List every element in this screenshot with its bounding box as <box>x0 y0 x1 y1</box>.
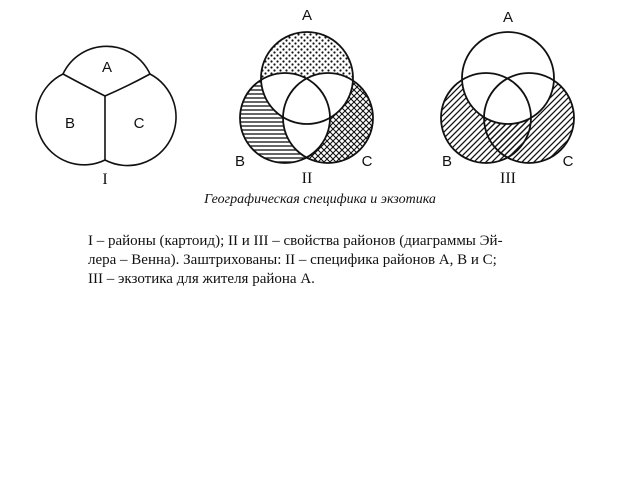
region-border-a-c <box>105 74 150 96</box>
figure-caption: Географическая специфика и экзотика <box>204 192 436 207</box>
diagram-numeral: III <box>500 170 516 187</box>
figure-description <box>88 232 543 289</box>
venn-diagram-specificity <box>235 7 373 187</box>
region-a-label: A <box>101 59 113 76</box>
region-c-label: C <box>133 115 145 132</box>
circle-b-label: B <box>234 153 246 170</box>
diagram-numeral: I <box>102 171 108 188</box>
circle-c-label: C <box>562 153 574 170</box>
circle-c-label: C <box>361 153 373 170</box>
description-line: I – районы (картоид); II и III – свойства районов (диаграммы Эй- <box>88 233 503 249</box>
description-line: лера – Венна). Заштрихованы: II – специфика районов A, B и C; <box>88 252 497 268</box>
circle-a-label: A <box>301 7 313 24</box>
circle-b-label: B <box>441 153 453 170</box>
region-border-a-b <box>63 74 105 96</box>
circle-a-label: A <box>502 9 514 26</box>
diagram-numeral: II <box>301 170 313 187</box>
cartoid-diagram <box>36 46 176 188</box>
description-line: III – экзотика для жителя района A. <box>88 271 315 287</box>
venn-diagram-exotic <box>441 9 574 187</box>
region-b-label: B <box>64 115 76 132</box>
